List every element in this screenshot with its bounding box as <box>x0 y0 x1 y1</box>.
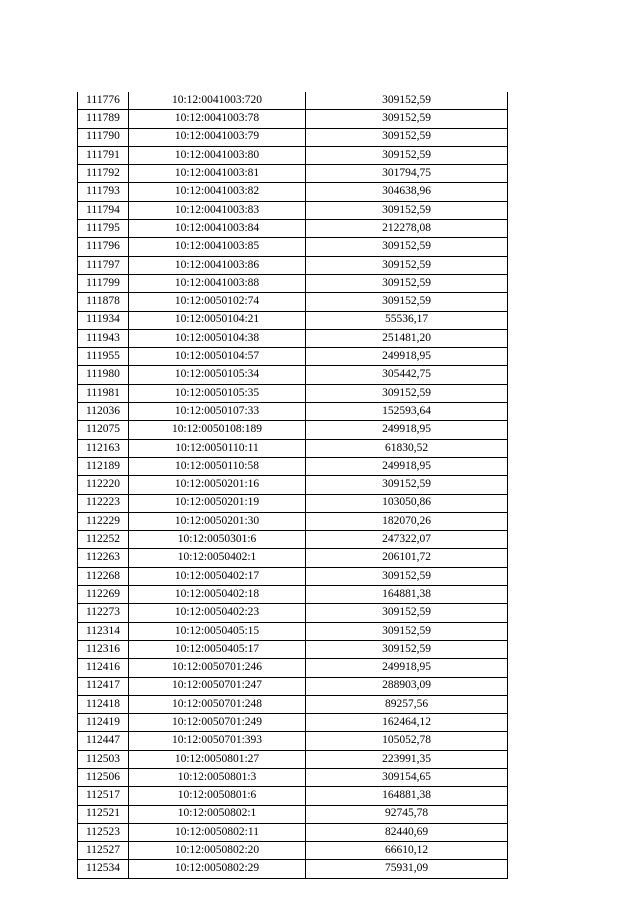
cadastral-number-cell: 10:12:0050104:38 <box>129 329 306 347</box>
value-cell: 164881,38 <box>306 586 508 604</box>
table-row <box>78 768 508 786</box>
cadastral-number-cell: 10:12:0050107:33 <box>129 403 306 421</box>
cadastral-number-cell: 10:12:0041003:79 <box>129 128 306 146</box>
value-cell: 249918,95 <box>306 421 508 439</box>
cadastral-number-cell: 10:12:0050402:23 <box>129 604 306 622</box>
cadastral-number-cell: 10:12:0041003:81 <box>129 165 306 183</box>
value-cell: 309152,59 <box>306 384 508 402</box>
cadastral-number-cell: 10:12:0050701:393 <box>129 732 306 750</box>
cadastral-number-cell: 10:12:0050402:17 <box>129 567 306 585</box>
value-cell: 152593,64 <box>306 403 508 421</box>
cadastral-number-cell: 10:12:0041003:86 <box>129 256 306 274</box>
value-cell: 164881,38 <box>306 787 508 805</box>
value-cell: 309152,59 <box>306 146 508 164</box>
row-id-cell: 112447 <box>78 732 129 750</box>
cadastral-number-cell: 10:12:0050802:29 <box>129 860 306 878</box>
table-row <box>78 165 508 183</box>
value-cell: 223991,35 <box>306 750 508 768</box>
cadastral-number-cell: 10:12:0050801:6 <box>129 787 306 805</box>
value-cell: 249918,95 <box>306 348 508 366</box>
cadastral-number-cell: 10:12:0050201:16 <box>129 476 306 494</box>
row-id-cell: 112189 <box>78 457 129 475</box>
table-row <box>78 384 508 402</box>
row-id-cell: 112316 <box>78 640 129 658</box>
row-id-cell: 111792 <box>78 165 129 183</box>
table-row <box>78 183 508 201</box>
value-cell: 55536,17 <box>306 311 508 329</box>
value-cell: 301794,75 <box>306 165 508 183</box>
cadastral-number-cell: 10:12:0050701:249 <box>129 714 306 732</box>
row-id-cell: 112252 <box>78 531 129 549</box>
row-id-cell: 111934 <box>78 311 129 329</box>
value-cell: 309152,59 <box>306 274 508 292</box>
table-row <box>78 274 508 292</box>
value-cell: 162464,12 <box>306 714 508 732</box>
cadastral-number-cell: 10:12:0041003:84 <box>129 220 306 238</box>
cadastral-number-cell: 10:12:0050402:18 <box>129 586 306 604</box>
cadastral-number-cell: 10:12:0050104:21 <box>129 311 306 329</box>
table-row <box>78 329 508 347</box>
value-cell: 309152,59 <box>306 604 508 622</box>
table-row <box>78 348 508 366</box>
table-row <box>78 220 508 238</box>
value-cell: 182070,26 <box>306 512 508 530</box>
table-row <box>78 531 508 549</box>
table-row <box>78 92 508 110</box>
table-row <box>78 622 508 640</box>
row-id-cell: 111793 <box>78 183 129 201</box>
row-id-cell: 112268 <box>78 567 129 585</box>
row-id-cell: 111776 <box>78 92 129 110</box>
table-row <box>78 403 508 421</box>
cadastral-number-cell: 10:12:0050110:11 <box>129 439 306 457</box>
table-row <box>78 860 508 878</box>
row-id-cell: 112163 <box>78 439 129 457</box>
table-row <box>78 311 508 329</box>
row-id-cell: 111794 <box>78 201 129 219</box>
value-cell: 249918,95 <box>306 457 508 475</box>
cadastral-number-cell: 10:12:0050201:30 <box>129 512 306 530</box>
cadastral-value-table <box>77 92 508 879</box>
row-id-cell: 111955 <box>78 348 129 366</box>
value-cell: 66610,12 <box>306 842 508 860</box>
table-row <box>78 842 508 860</box>
cadastral-number-cell: 10:12:0050701:247 <box>129 677 306 695</box>
value-cell: 75931,09 <box>306 860 508 878</box>
table-row <box>78 439 508 457</box>
value-cell: 309152,59 <box>306 567 508 585</box>
row-id-cell: 111799 <box>78 274 129 292</box>
table-body <box>78 92 508 878</box>
table-row <box>78 457 508 475</box>
table-row <box>78 494 508 512</box>
value-cell: 309154,65 <box>306 768 508 786</box>
table-row <box>78 293 508 311</box>
row-id-cell: 112075 <box>78 421 129 439</box>
cadastral-number-cell: 10:12:0050102:74 <box>129 293 306 311</box>
value-cell: 309152,59 <box>306 622 508 640</box>
cadastral-number-cell: 10:12:0041003:83 <box>129 201 306 219</box>
table-row <box>78 586 508 604</box>
cadastral-number-cell: 10:12:0050110:58 <box>129 457 306 475</box>
value-cell: 103050,86 <box>306 494 508 512</box>
table-row <box>78 549 508 567</box>
row-id-cell: 111797 <box>78 256 129 274</box>
cadastral-number-cell: 10:12:0041003:720 <box>129 92 306 110</box>
row-id-cell: 112506 <box>78 768 129 786</box>
table-row <box>78 110 508 128</box>
table-row <box>78 146 508 164</box>
table-row <box>78 366 508 384</box>
row-id-cell: 112521 <box>78 805 129 823</box>
row-id-cell: 112534 <box>78 860 129 878</box>
row-id-cell: 111980 <box>78 366 129 384</box>
row-id-cell: 112314 <box>78 622 129 640</box>
row-id-cell: 111790 <box>78 128 129 146</box>
row-id-cell: 112418 <box>78 695 129 713</box>
table-row <box>78 677 508 695</box>
table-row <box>78 604 508 622</box>
cadastral-number-cell: 10:12:0050301:6 <box>129 531 306 549</box>
table-row <box>78 476 508 494</box>
table-row <box>78 640 508 658</box>
value-cell: 249918,95 <box>306 659 508 677</box>
row-id-cell: 112527 <box>78 842 129 860</box>
row-id-cell: 112416 <box>78 659 129 677</box>
table-row <box>78 567 508 585</box>
row-id-cell: 112273 <box>78 604 129 622</box>
row-id-cell: 112220 <box>78 476 129 494</box>
row-id-cell: 112223 <box>78 494 129 512</box>
table-row <box>78 421 508 439</box>
cadastral-number-cell: 10:12:0050405:17 <box>129 640 306 658</box>
row-id-cell: 111795 <box>78 220 129 238</box>
row-id-cell: 112523 <box>78 823 129 841</box>
cadastral-number-cell: 10:12:0050701:248 <box>129 695 306 713</box>
table-row <box>78 659 508 677</box>
table-row <box>78 714 508 732</box>
cadastral-number-cell: 10:12:0050405:15 <box>129 622 306 640</box>
cadastral-number-cell: 10:12:0050802:11 <box>129 823 306 841</box>
cadastral-number-cell: 10:12:0050802:20 <box>129 842 306 860</box>
table-row <box>78 805 508 823</box>
cadastral-number-cell: 10:12:0050801:3 <box>129 768 306 786</box>
value-cell: 92745,78 <box>306 805 508 823</box>
cadastral-number-cell: 10:12:0050108:189 <box>129 421 306 439</box>
table-row <box>78 238 508 256</box>
cadastral-number-cell: 10:12:0050201:19 <box>129 494 306 512</box>
row-id-cell: 112503 <box>78 750 129 768</box>
value-cell: 309152,59 <box>306 110 508 128</box>
table-row <box>78 695 508 713</box>
value-cell: 305442,75 <box>306 366 508 384</box>
value-cell: 309152,59 <box>306 92 508 110</box>
value-cell: 309152,59 <box>306 293 508 311</box>
row-id-cell: 111791 <box>78 146 129 164</box>
row-id-cell: 111981 <box>78 384 129 402</box>
value-cell: 304638,96 <box>306 183 508 201</box>
cadastral-number-cell: 10:12:0050802:1 <box>129 805 306 823</box>
row-id-cell: 112517 <box>78 787 129 805</box>
table-row <box>78 512 508 530</box>
value-cell: 89257,56 <box>306 695 508 713</box>
cadastral-number-cell: 10:12:0050105:35 <box>129 384 306 402</box>
value-cell: 212278,08 <box>306 220 508 238</box>
row-id-cell: 112417 <box>78 677 129 695</box>
cadastral-number-cell: 10:12:0041003:88 <box>129 274 306 292</box>
table-row <box>78 201 508 219</box>
cadastral-number-cell: 10:12:0050105:34 <box>129 366 306 384</box>
value-cell: 247322,07 <box>306 531 508 549</box>
row-id-cell: 111878 <box>78 293 129 311</box>
row-id-cell: 112269 <box>78 586 129 604</box>
table-row <box>78 750 508 768</box>
row-id-cell: 111796 <box>78 238 129 256</box>
value-cell: 61830,52 <box>306 439 508 457</box>
row-id-cell: 112036 <box>78 403 129 421</box>
cadastral-number-cell: 10:12:0050104:57 <box>129 348 306 366</box>
value-cell: 309152,59 <box>306 201 508 219</box>
value-cell: 309152,59 <box>306 256 508 274</box>
row-id-cell: 112419 <box>78 714 129 732</box>
value-cell: 206101,72 <box>306 549 508 567</box>
value-cell: 105052,78 <box>306 732 508 750</box>
table-row <box>78 256 508 274</box>
table-row <box>78 823 508 841</box>
value-cell: 82440,69 <box>306 823 508 841</box>
value-cell: 251481,20 <box>306 329 508 347</box>
cadastral-number-cell: 10:12:0041003:78 <box>129 110 306 128</box>
value-cell: 309152,59 <box>306 238 508 256</box>
cadastral-number-cell: 10:12:0041003:85 <box>129 238 306 256</box>
cadastral-number-cell: 10:12:0050402:1 <box>129 549 306 567</box>
value-cell: 288903,09 <box>306 677 508 695</box>
cadastral-number-cell: 10:12:0041003:80 <box>129 146 306 164</box>
row-id-cell: 112263 <box>78 549 129 567</box>
table-row <box>78 128 508 146</box>
cadastral-number-cell: 10:12:0041003:82 <box>129 183 306 201</box>
row-id-cell: 112229 <box>78 512 129 530</box>
table-row <box>78 787 508 805</box>
cadastral-number-cell: 10:12:0050701:246 <box>129 659 306 677</box>
value-cell: 309152,59 <box>306 128 508 146</box>
value-cell: 309152,59 <box>306 476 508 494</box>
row-id-cell: 111943 <box>78 329 129 347</box>
value-cell: 309152,59 <box>306 640 508 658</box>
cadastral-number-cell: 10:12:0050801:27 <box>129 750 306 768</box>
table-row <box>78 732 508 750</box>
row-id-cell: 111789 <box>78 110 129 128</box>
